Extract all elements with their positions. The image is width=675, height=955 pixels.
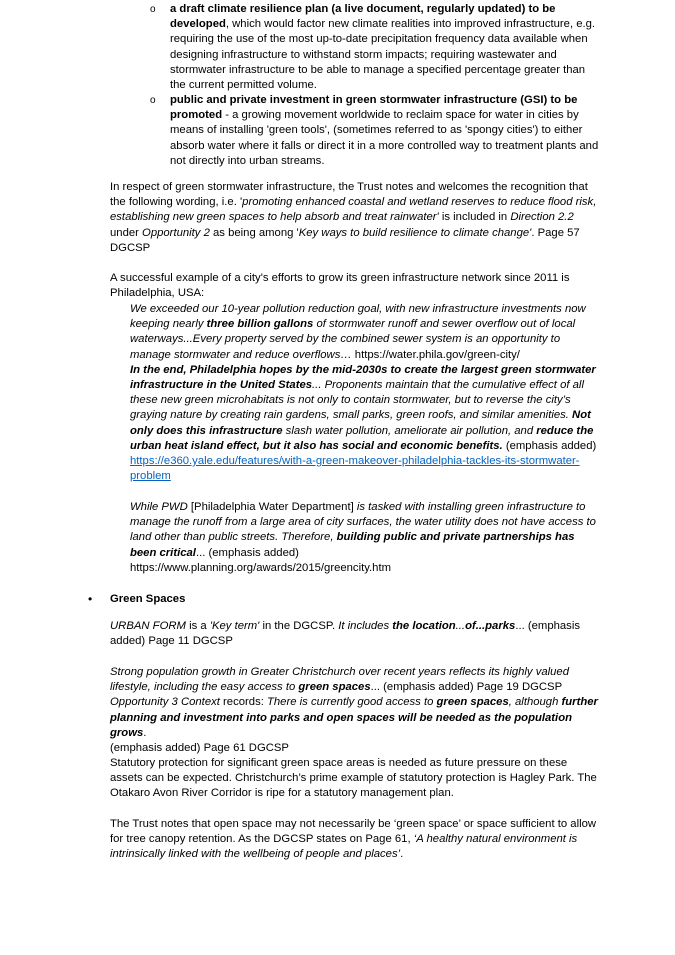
paragraph-gsi-recognition: In respect of green stormwater infrastructure, the Trust notes and welcomes the recognition that the following wording, i.e. 'promoting enhanced coastal and wetland reserves to reduce flood risk, establishing new green spaces to help absorb and treat rainwater' is included in Direction 2.2 under Opportunity 2 as being among 'Key ways to build resilience to climate change'. Page 57 DGCSP bbox=[110, 181, 597, 254]
item-text: - a growing movement worldwide to reclaim space for water in cities by means of installing 'green tools', (sometimes referred to as 'spongy cities') to either absorb water where it falls or direct it in a more controlled way to treatment plants and not directly into urban streams. bbox=[170, 109, 599, 167]
paragraph-statutory-protection: Statutory protection for significant green space areas is needed as future pressure on these assets can be expected. Christchurch’s prime example of statutory protection is Hagley Park. The Otakaro Avon River Corridor is ripe for a statutory management plan. bbox=[110, 757, 597, 800]
sub-list-item-gsi bbox=[150, 93, 600, 169]
paragraph-philadelphia: A successful example of a city's efforts to grow its green infrastructure network since 2011 is Philadelphia, USA: bbox=[110, 272, 570, 300]
paragraph-urban-form: URBAN FORM is a 'Key term' in the DGCSP. It includes the location...of...parks... (emphasis added) Page 11 DGCSP bbox=[110, 620, 580, 648]
paragraph-trust-open-space: The Trust notes that open space may not necessarily be ‘green space’ or space sufficient to allow for tree canopy retention. As the DGCSP states on Page 61, ‘A healthy natural environment is intrinsically linked with the wellbeing of people and places’. bbox=[110, 818, 597, 861]
item-text: , which would factor new climate realities into improved infrastructure, e.g. requiring the use of the most up-to-date precipitation frequency data available when designing infrastructure to withstand storm impacts; requiring wastewater and stormwater infrastructure to be able to manage a specified percentage greater than the current permitted volume. bbox=[170, 18, 596, 92]
quote-philadelphia: We exceeded our 10-year pollution reduction goal, with new infrastructure investments now keeping nearly three billion gallons of stormwater runoff and sewer overflow out of local waterways...Every property served by the combined sewer system is an opportunity to manage stormwater and reduce overflows… https://water.phila.gov/green-city/ In the end, Philadelphia hopes by the mid-2030s to create the largest green stormwater infrastructure in the United States... Proponents maintain that the cumulative effect of all these new green microhabitats is not only to contain stormwater, but to reverse the city’s graying nature by creating rain gardens, small parks, green roofs, and similar amenities. Not only does this infrastructure slash water pollution, ameliorate air pollution, and reduce the urban heat island effect, but it also has social and economic benefits. (emphasis added) https://e360.yale.edu/features/with-a-green-makeover-philadelphia-tackles-its-stormwater-problem bbox=[130, 303, 597, 483]
quote-pwd: While PWD [Philadelphia Water Department] is tasked with installing green infrastructure to manage the runoff from a large area of city surfaces, the water utility does not have access to land other than public streets. Therefore, building public and private partnerships has been critical... (emphasis added) https://www.planning.org/awards/2015/greencity.htm bbox=[130, 501, 596, 574]
item-bold-text: public and private investment in green stormwater infrastructure (GSI) to be promoted bbox=[170, 94, 578, 122]
item-bold-text: a draft climate resilience plan (a live document, regularly updated) to be developed bbox=[170, 3, 556, 31]
bullet-icon: • bbox=[88, 592, 93, 606]
paragraph-population-growth: Strong population growth in Greater Christchurch over recent years reflects its highly valued lifestyle, including the easy access to green spaces... (emphasis added) Page 19 DGCSP Opportunity 3 Context records: There is currently good access to green spaces, although further planning and investment into parks and open spaces will be needed as the population grows. (emphasis added) Page 61 DGCSP bbox=[110, 666, 598, 755]
circle-bullet-icon: o bbox=[150, 4, 156, 15]
sub-list-item-resilience-plan bbox=[150, 2, 600, 93]
circle-bullet-icon: o bbox=[150, 95, 156, 106]
yale-article-link[interactable]: https://e360.yale.edu/features/with-a-green-makeover-philadelphia-tackles-its-stormwater-problem bbox=[130, 455, 580, 483]
section-heading-green-spaces: Green Spaces bbox=[110, 593, 186, 605]
